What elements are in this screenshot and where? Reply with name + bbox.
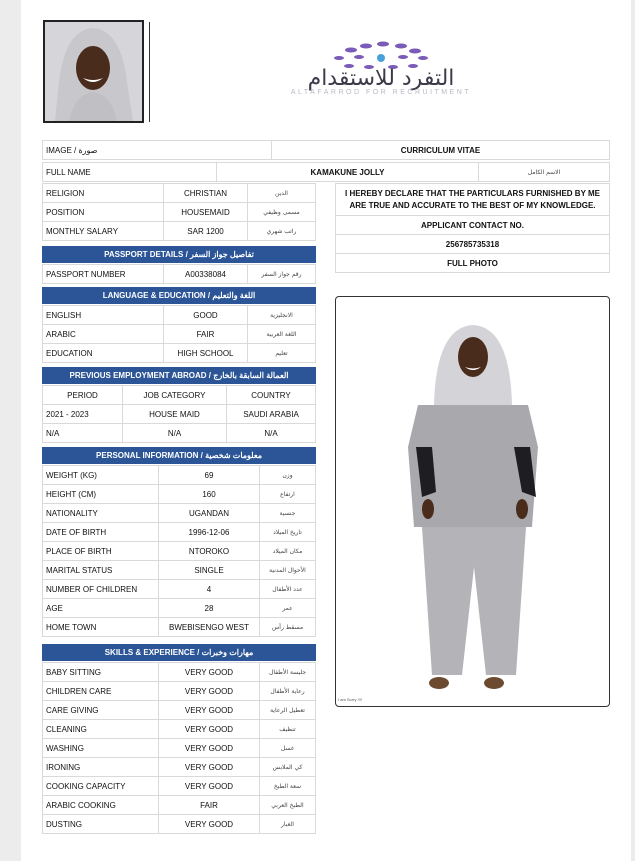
salary-label: MONTHLY SALARY: [43, 222, 164, 241]
row-arabic: مسقط رأس: [260, 618, 316, 637]
basic-info-table: [42, 183, 316, 241]
column-header: JOB CATEGORY: [123, 386, 227, 405]
religion-value: CHRISTIAN: [164, 184, 248, 203]
employment-table: [42, 385, 316, 443]
row-label: NUMBER OF CHILDREN: [43, 580, 159, 599]
table-row: [43, 720, 316, 739]
row-value: VERY GOOD: [159, 720, 260, 739]
cv-title: CURRICULUM VITAE: [272, 141, 610, 160]
row-value: NTOROKO: [159, 542, 260, 561]
position-value: HOUSEMAID: [164, 203, 248, 222]
passport-table: [42, 264, 316, 284]
image-label: IMAGE / صورة: [43, 141, 272, 160]
cv-page: [21, 0, 631, 861]
row-label: COOKING CAPACITY: [43, 777, 159, 796]
table-header-row: [43, 386, 316, 405]
row-arabic: مكان الميلاد: [260, 542, 316, 561]
table-row: [43, 580, 316, 599]
row-value: SINGLE: [159, 561, 260, 580]
row-arabic: عمر: [260, 599, 316, 618]
table-cell: N/A: [227, 424, 316, 443]
table-row: [43, 504, 316, 523]
row-label: ENGLISH: [43, 306, 164, 325]
full-name-table: [42, 162, 610, 182]
table-row: [43, 796, 316, 815]
table-row: [43, 325, 316, 344]
skills-header: SKILLS & EXPERIENCE / مهارات وخبرات: [42, 644, 316, 661]
table-row: [43, 815, 316, 834]
table-row: [43, 739, 316, 758]
table-row: [43, 405, 316, 424]
table-row: [43, 184, 316, 203]
row-arabic: عدد الأطفال: [260, 580, 316, 599]
divider: [149, 22, 150, 122]
row-arabic: تعطيل الرعاية: [260, 701, 316, 720]
full-name-label: FULL NAME: [43, 163, 217, 182]
personal-header: PERSONAL INFORMATION / معلومات شخصية: [42, 447, 316, 464]
row-label: BABY SITTING: [43, 663, 159, 682]
row-label: PLACE OF BIRTH: [43, 542, 159, 561]
table-cell: N/A: [43, 424, 123, 443]
religion-arabic: الدين: [248, 184, 316, 203]
row-label: NATIONALITY: [43, 504, 159, 523]
religion-label: RELIGION: [43, 184, 164, 203]
full-body-photo: [335, 296, 610, 707]
row-value: 69: [159, 466, 260, 485]
table-row: [43, 701, 316, 720]
row-label: AGE: [43, 599, 159, 618]
row-arabic: الانجليزية: [248, 306, 316, 325]
table-row: [43, 777, 316, 796]
table-row: [43, 344, 316, 363]
table-cell: N/A: [123, 424, 227, 443]
row-label: IRONING: [43, 758, 159, 777]
row-value: 28: [159, 599, 260, 618]
skills-table: [42, 662, 316, 834]
contact-value: 256785735318: [336, 235, 610, 254]
row-arabic: وزن: [260, 466, 316, 485]
row-arabic: سعة الطبخ: [260, 777, 316, 796]
table-row: [43, 222, 316, 241]
row-arabic: الأحوال المدنية: [260, 561, 316, 580]
row-arabic: جليسة الأطفال: [260, 663, 316, 682]
table-row: [43, 561, 316, 580]
portrait-photo: [43, 20, 144, 123]
table-row: [43, 203, 316, 222]
row-label: HEIGHT (CM): [43, 485, 159, 504]
row-value: VERY GOOD: [159, 758, 260, 777]
passport-label: PASSPORT NUMBER: [43, 265, 164, 284]
table-cell: SAUDI ARABIA: [227, 405, 316, 424]
row-arabic: الطبخ العربي: [260, 796, 316, 815]
table-cell: 2021 - 2023: [43, 405, 123, 424]
row-value: VERY GOOD: [159, 815, 260, 834]
row-label: HOME TOWN: [43, 618, 159, 637]
salary-value: SAR 1200: [164, 222, 248, 241]
table-row: [43, 599, 316, 618]
row-value: FAIR: [159, 796, 260, 815]
full-name-value: KAMAKUNE JOLLY: [217, 163, 479, 182]
full-name-arabic: الاسم الكامل: [479, 163, 610, 182]
row-label: DUSTING: [43, 815, 159, 834]
table-row: [43, 618, 316, 637]
logo-english-text: ALTAFARROD FOR RECRUITMENT: [290, 89, 472, 96]
table-row: [43, 542, 316, 561]
row-arabic: الغبار: [260, 815, 316, 834]
title-table: [42, 140, 610, 160]
table-row: [43, 758, 316, 777]
table-row: [43, 523, 316, 542]
row-label: ARABIC COOKING: [43, 796, 159, 815]
table-row: [43, 682, 316, 701]
row-value: HIGH SCHOOL: [164, 344, 248, 363]
declaration-table: [335, 183, 610, 273]
table-row: [43, 424, 316, 443]
table-row: [43, 485, 316, 504]
row-value: VERY GOOD: [159, 701, 260, 720]
row-label: MARITAL STATUS: [43, 561, 159, 580]
row-label: EDUCATION: [43, 344, 164, 363]
row-label: CLEANING: [43, 720, 159, 739]
row-arabic: اللغة العربية: [248, 325, 316, 344]
row-value: VERY GOOD: [159, 739, 260, 758]
row-arabic: كي الملابس: [260, 758, 316, 777]
declaration-text: I HEREBY DECLARE THAT THE PARTICULARS FURNISHED BY ME ARE TRUE AND ACCURATE TO THE BEST OF MY KNOWLEDGE.: [336, 184, 610, 216]
row-value: 1996-12-06: [159, 523, 260, 542]
passport-header: PASSPORT DETAILS / تفاصيل جواز السفر: [42, 246, 316, 263]
column-header: COUNTRY: [227, 386, 316, 405]
passport-arabic: رقم جواز السفر: [248, 265, 316, 284]
row-arabic: جنسية: [260, 504, 316, 523]
table-cell: HOUSE MAID: [123, 405, 227, 424]
personal-table: [42, 465, 316, 637]
full-photo-label: FULL PHOTO: [336, 254, 610, 273]
row-value: 160: [159, 485, 260, 504]
language-header: LANGUAGE & EDUCATION / اللغة والتعليم: [42, 287, 316, 304]
row-value: BWEBISENGO WEST: [159, 618, 260, 637]
row-arabic: رعاية الأطفال: [260, 682, 316, 701]
table-row: [43, 306, 316, 325]
position-arabic: مسمى وظيفي: [248, 203, 316, 222]
table-row: [43, 466, 316, 485]
row-value: VERY GOOD: [159, 663, 260, 682]
row-arabic: ارتفاع: [260, 485, 316, 504]
row-value: FAIR: [164, 325, 248, 344]
row-label: CARE GIVING: [43, 701, 159, 720]
passport-value: A00338084: [164, 265, 248, 284]
row-label: CHILDREN CARE: [43, 682, 159, 701]
row-arabic: تاريخ الميلاد: [260, 523, 316, 542]
row-value: GOOD: [164, 306, 248, 325]
table-row: [43, 265, 316, 284]
row-value: VERY GOOD: [159, 777, 260, 796]
employment-header: PREVIOUS EMPLOYMENT ABROAD / العمالة السابقة بالخارج: [42, 367, 316, 384]
row-arabic: تنظيف: [260, 720, 316, 739]
row-label: WEIGHT (KG): [43, 466, 159, 485]
row-value: UGANDAN: [159, 504, 260, 523]
row-label: DATE OF BIRTH: [43, 523, 159, 542]
row-arabic: تعليم: [248, 344, 316, 363]
row-label: ARABIC: [43, 325, 164, 344]
column-header: PERIOD: [43, 386, 123, 405]
row-label: WASHING: [43, 739, 159, 758]
salary-arabic: راتب شهري: [248, 222, 316, 241]
row-value: 4: [159, 580, 260, 599]
row-arabic: غسل: [260, 739, 316, 758]
table-row: [43, 663, 316, 682]
position-label: POSITION: [43, 203, 164, 222]
photo-credit: I am Sorry !!!!: [338, 697, 363, 702]
row-value: VERY GOOD: [159, 682, 260, 701]
logo-arabic-text: التفرد للاستقدام: [307, 66, 455, 91]
contact-label: APPLICANT CONTACT NO.: [336, 216, 610, 235]
language-table: [42, 305, 316, 363]
